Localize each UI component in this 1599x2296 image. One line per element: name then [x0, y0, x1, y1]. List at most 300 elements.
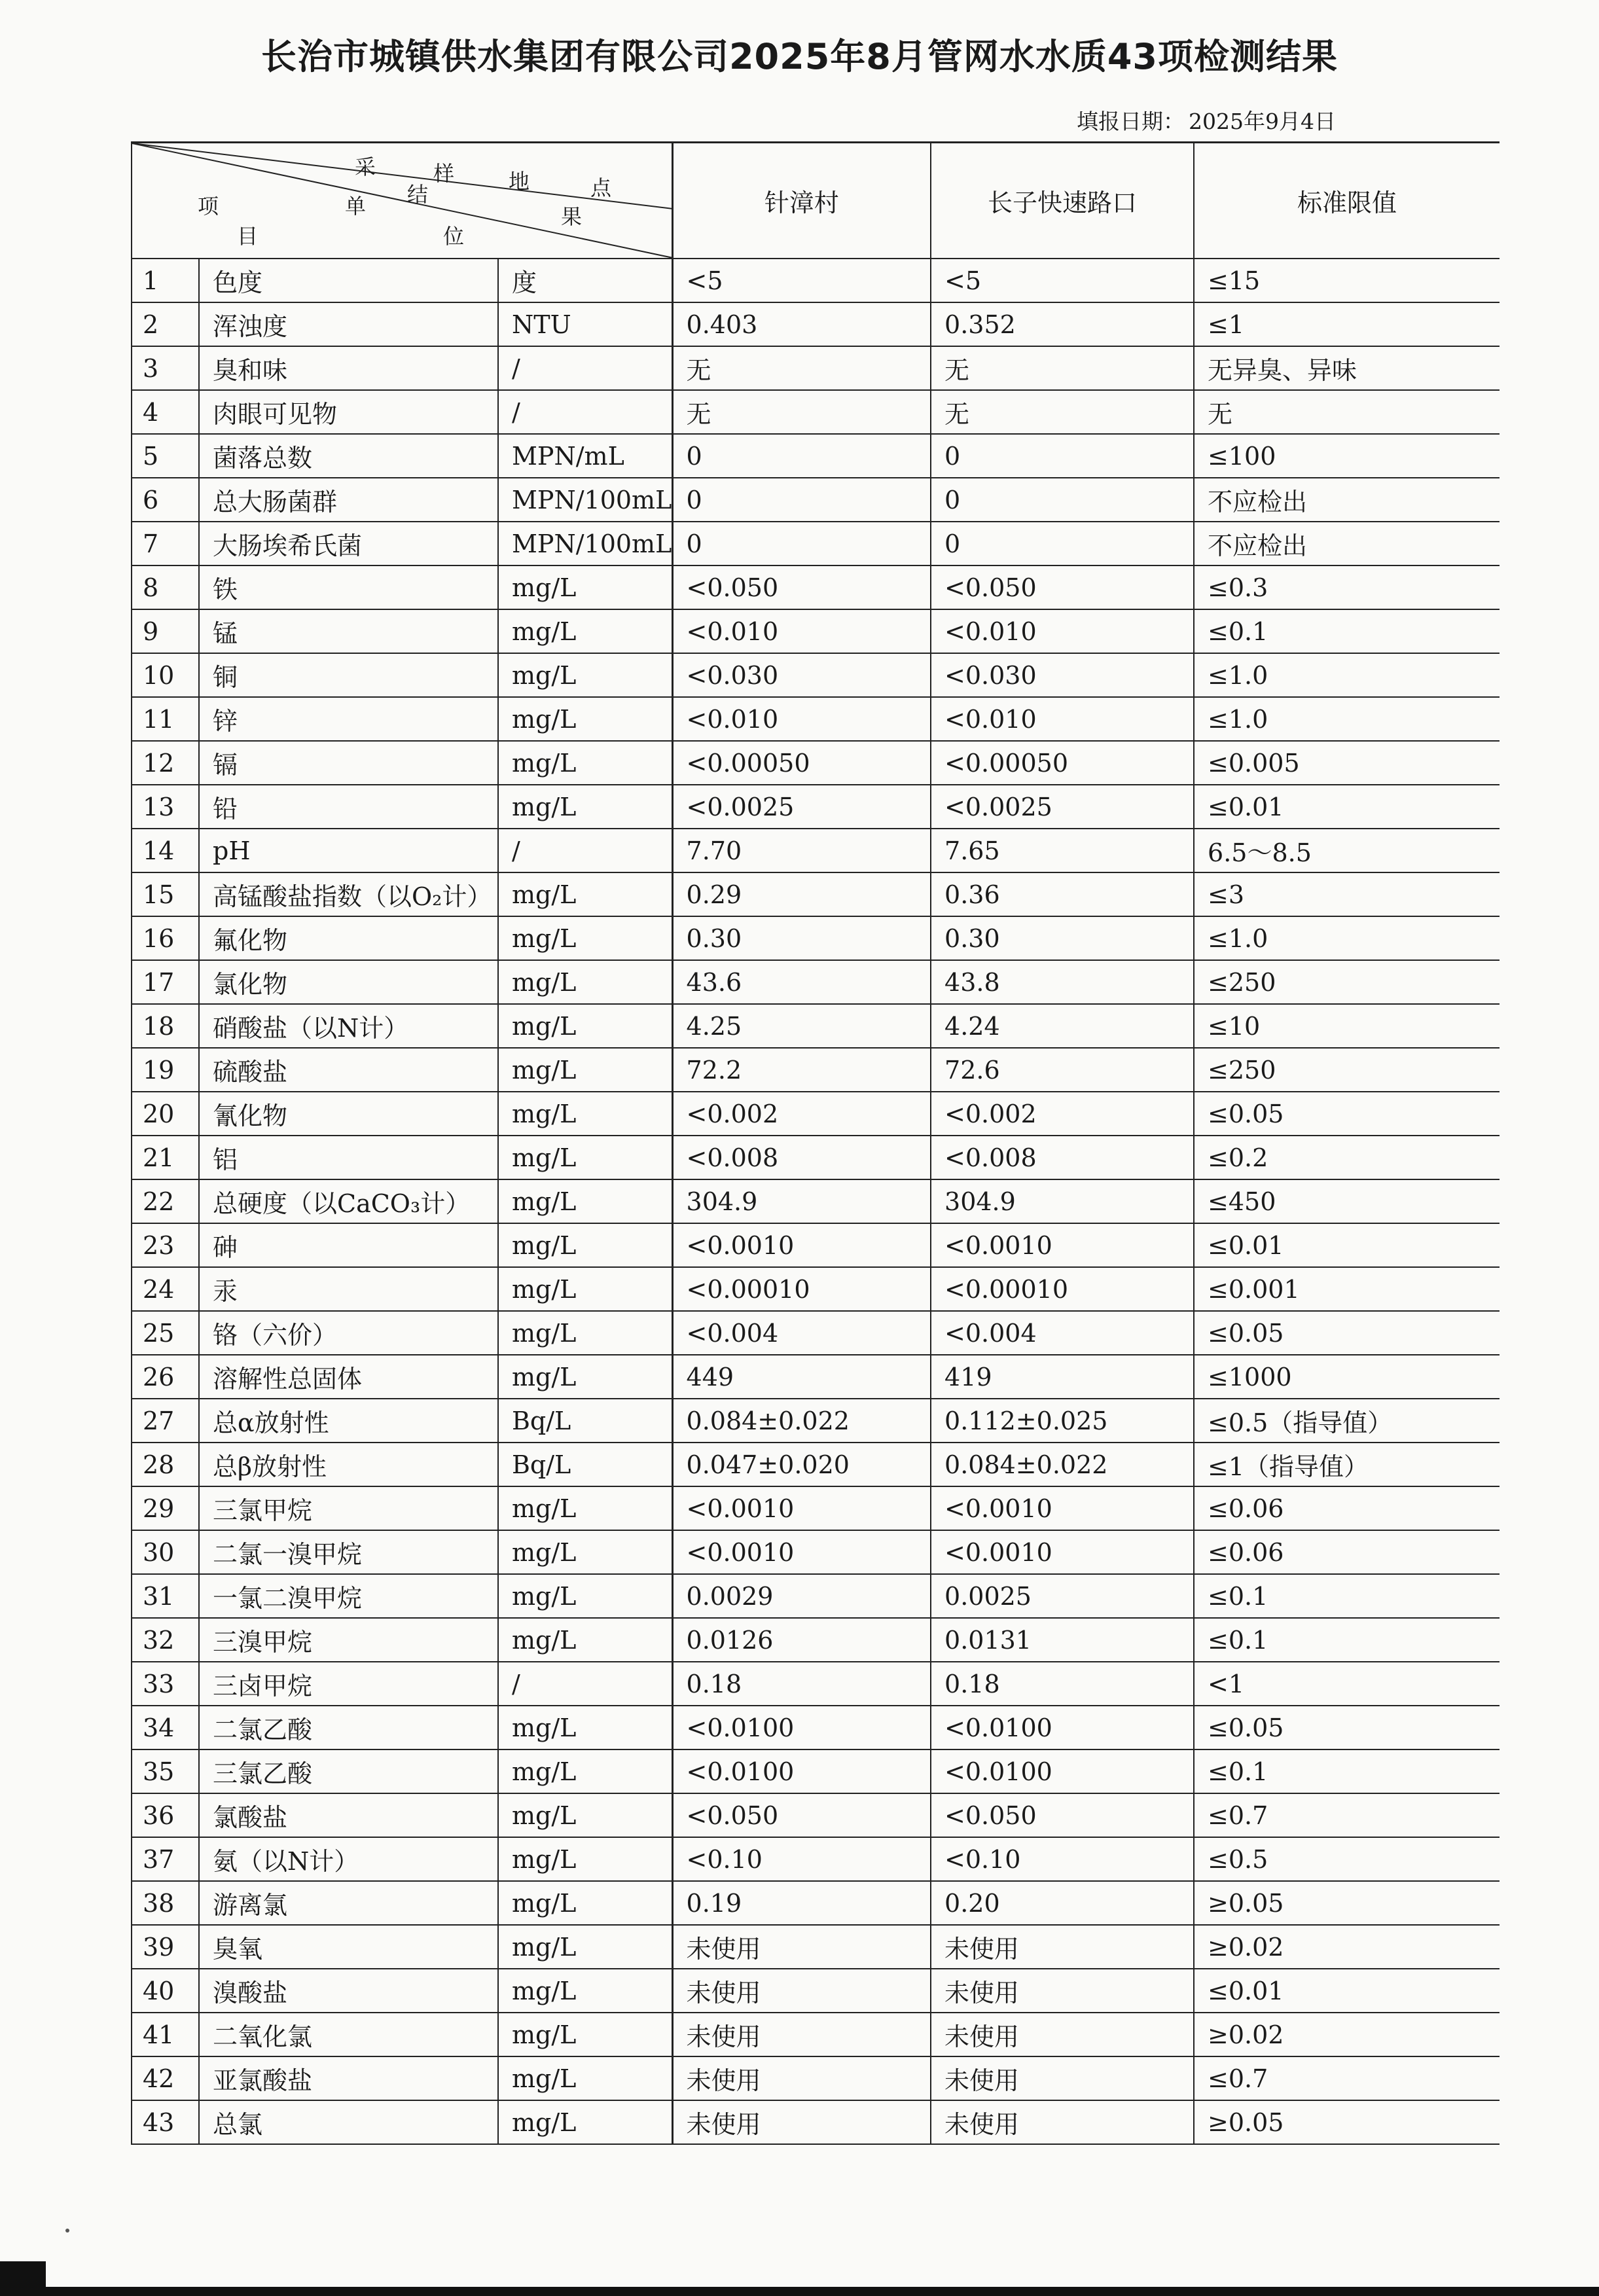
row-number: 35: [132, 1749, 199, 1793]
standard-limit: ≤0.1: [1194, 609, 1500, 653]
unit: mg/L: [498, 1223, 672, 1267]
diag-label-top-1: 采: [355, 154, 376, 179]
standard-limit: ≤0.1: [1194, 1574, 1500, 1618]
result-sample1: <0.0100: [672, 1706, 931, 1749]
item-name: 铁: [199, 565, 498, 609]
standard-limit: ≤1: [1194, 302, 1500, 346]
item-name: 溶解性总固体: [199, 1355, 498, 1399]
result-sample2: 未使用: [931, 2013, 1194, 2056]
diag-label-mid-2: 果: [561, 204, 583, 229]
item-name: 汞: [199, 1267, 498, 1311]
item-name: 氟化物: [199, 916, 498, 960]
table-row: [132, 346, 1500, 390]
result-sample1: 0: [672, 434, 931, 478]
unit: mg/L: [498, 697, 672, 741]
row-number: 4: [132, 390, 199, 434]
unit: mg/L: [498, 1004, 672, 1048]
row-number: 18: [132, 1004, 199, 1048]
standard-limit: ≤0.3: [1194, 565, 1500, 609]
result-sample2: 0.30: [931, 916, 1194, 960]
result-sample2: 0.0131: [931, 1618, 1194, 1662]
result-sample2: 7.65: [931, 829, 1194, 872]
item-name: 砷: [199, 1223, 498, 1267]
result-sample2: 4.24: [931, 1004, 1194, 1048]
result-sample2: <0.0100: [931, 1706, 1194, 1749]
unit: mg/L: [498, 1267, 672, 1311]
row-number: 11: [132, 697, 199, 741]
item-name: 一氯二溴甲烷: [199, 1574, 498, 1618]
table-row: [132, 1925, 1500, 1969]
result-sample1: 0: [672, 478, 931, 522]
unit: /: [498, 1662, 672, 1706]
item-name: 总氯: [199, 2100, 498, 2144]
result-sample1: 43.6: [672, 960, 931, 1004]
standard-limit: ≤3: [1194, 872, 1500, 916]
result-sample2: <0.050: [931, 1793, 1194, 1837]
table-row: [132, 960, 1500, 1004]
row-number: 19: [132, 1048, 199, 1092]
unit: mg/L: [498, 653, 672, 697]
unit: mg/L: [498, 785, 672, 829]
unit: mg/L: [498, 1179, 672, 1223]
unit: mg/L: [498, 1048, 672, 1092]
row-number: 6: [132, 478, 199, 522]
row-number: 40: [132, 1969, 199, 2013]
table-header-row: [132, 143, 1500, 259]
result-sample2: 0: [931, 478, 1194, 522]
row-number: 12: [132, 741, 199, 785]
item-name: 三氯乙酸: [199, 1749, 498, 1793]
item-name: 菌落总数: [199, 434, 498, 478]
row-number: 21: [132, 1136, 199, 1179]
standard-limit: ≤10: [1194, 1004, 1500, 1048]
item-name: 锰: [199, 609, 498, 653]
result-sample2: <0.030: [931, 653, 1194, 697]
result-sample1: 未使用: [672, 1969, 931, 2013]
table-row: [132, 697, 1500, 741]
unit: MPN/mL: [498, 434, 672, 478]
row-number: 26: [132, 1355, 199, 1399]
table-row: [132, 2056, 1500, 2100]
item-name: 镉: [199, 741, 498, 785]
item-name: 铝: [199, 1136, 498, 1179]
item-name: 游离氯: [199, 1881, 498, 1925]
standard-limit: ≤0.01: [1194, 1969, 1500, 2013]
item-name: 二氯乙酸: [199, 1706, 498, 1749]
unit: /: [498, 390, 672, 434]
unit: mg/L: [498, 1311, 672, 1355]
unit: mg/L: [498, 1925, 672, 1969]
result-sample2: 未使用: [931, 1925, 1194, 1969]
row-number: 39: [132, 1925, 199, 1969]
standard-limit: ≤0.2: [1194, 1136, 1500, 1179]
item-name: 高锰酸盐指数（以O₂计）: [199, 872, 498, 916]
unit: MPN/100mL: [498, 478, 672, 522]
item-name: 大肠埃希氏菌: [199, 522, 498, 565]
unit: mg/L: [498, 1837, 672, 1881]
table-row: [132, 1618, 1500, 1662]
table-row: [132, 1048, 1500, 1092]
result-sample2: <0.004: [931, 1311, 1194, 1355]
standard-limit: ≤100: [1194, 434, 1500, 478]
row-number: 2: [132, 302, 199, 346]
result-sample1: 304.9: [672, 1179, 931, 1223]
standard-limit: ≤15: [1194, 259, 1500, 302]
result-sample2: 无: [931, 346, 1194, 390]
standard-limit: ≥0.05: [1194, 2100, 1500, 2144]
table-row: [132, 522, 1500, 565]
result-sample2: 未使用: [931, 1969, 1194, 2013]
result-sample1: <0.010: [672, 697, 931, 741]
result-sample1: <0.10: [672, 1837, 931, 1881]
row-number: 30: [132, 1530, 199, 1574]
result-sample2: 0.20: [931, 1881, 1194, 1925]
table-row: [132, 1530, 1500, 1574]
result-sample1: 0.047±0.020: [672, 1443, 931, 1486]
item-name: 臭和味: [199, 346, 498, 390]
row-number: 25: [132, 1311, 199, 1355]
table-row: [132, 1443, 1500, 1486]
result-sample2: 0.0025: [931, 1574, 1194, 1618]
result-sample1: <0.00050: [672, 741, 931, 785]
row-number: 33: [132, 1662, 199, 1706]
result-sample2: <0.0010: [931, 1486, 1194, 1530]
result-sample1: <0.030: [672, 653, 931, 697]
item-name: 铬（六价）: [199, 1311, 498, 1355]
standard-limit: 6.5～8.5: [1194, 829, 1500, 872]
table-row: [132, 478, 1500, 522]
standard-limit: ≤0.1: [1194, 1618, 1500, 1662]
result-sample1: 未使用: [672, 2056, 931, 2100]
column-header-sample1: 针漳村: [672, 143, 931, 259]
unit: /: [498, 829, 672, 872]
table-row: [132, 1092, 1500, 1136]
item-name: 三卤甲烷: [199, 1662, 498, 1706]
row-number: 7: [132, 522, 199, 565]
row-number: 8: [132, 565, 199, 609]
report-date-label: 填报日期：: [1077, 109, 1185, 134]
result-sample1: <0.008: [672, 1136, 931, 1179]
result-sample1: <0.004: [672, 1311, 931, 1355]
row-number: 42: [132, 2056, 199, 2100]
unit: mg/L: [498, 741, 672, 785]
result-sample2: 0.352: [931, 302, 1194, 346]
unit: mg/L: [498, 1618, 672, 1662]
table-row: [132, 1179, 1500, 1223]
item-name: 总硬度（以CaCO₃计）: [199, 1179, 498, 1223]
result-sample2: <0.050: [931, 565, 1194, 609]
table-row: [132, 1574, 1500, 1618]
page-title: 长治市城镇供水集团有限公司2025年8月管网水水质43项检测结果: [261, 36, 1338, 77]
results-table: [131, 141, 1500, 2145]
item-name: 二氧化氯: [199, 2013, 498, 2056]
result-sample1: 未使用: [672, 2013, 931, 2056]
row-number: 22: [132, 1179, 199, 1223]
result-sample1: <0.00010: [672, 1267, 931, 1311]
item-name: 三氯甲烷: [199, 1486, 498, 1530]
table-row: [132, 1399, 1500, 1443]
result-sample1: 0.403: [672, 302, 931, 346]
row-number: 1: [132, 259, 199, 302]
unit: mg/L: [498, 1969, 672, 2013]
row-number: 32: [132, 1618, 199, 1662]
item-name: 总α放射性: [199, 1399, 498, 1443]
row-number: 41: [132, 2013, 199, 2056]
result-sample1: 无: [672, 346, 931, 390]
item-name: 硝酸盐（以N计）: [199, 1004, 498, 1048]
standard-limit: ≤0.06: [1194, 1486, 1500, 1530]
standard-limit: ≤0.5（指导值）: [1194, 1399, 1500, 1443]
unit: mg/L: [498, 960, 672, 1004]
result-sample1: 0.084±0.022: [672, 1399, 931, 1443]
item-name: 氯化物: [199, 960, 498, 1004]
item-name: 氯酸盐: [199, 1793, 498, 1837]
row-number: 20: [132, 1092, 199, 1136]
unit: NTU: [498, 302, 672, 346]
result-sample1: <0.050: [672, 565, 931, 609]
standard-limit: ≤1000: [1194, 1355, 1500, 1399]
result-sample1: 0.30: [672, 916, 931, 960]
table-row: [132, 565, 1500, 609]
table-row: [132, 302, 1500, 346]
result-sample2: <0.10: [931, 1837, 1194, 1881]
result-sample1: <0.050: [672, 1793, 931, 1837]
unit: mg/L: [498, 1092, 672, 1136]
result-sample1: 0.0126: [672, 1618, 931, 1662]
standard-limit: 无异臭、异味: [1194, 346, 1500, 390]
result-sample2: 0.18: [931, 1662, 1194, 1706]
result-sample2: <0.008: [931, 1136, 1194, 1179]
table-row: [132, 259, 1500, 302]
report-date: [1077, 105, 1336, 135]
standard-limit: ≤1.0: [1194, 916, 1500, 960]
unit: MPN/100mL: [498, 522, 672, 565]
table-row: [132, 2013, 1500, 2056]
item-name: 三溴甲烷: [199, 1618, 498, 1662]
standard-limit: ≤0.001: [1194, 1267, 1500, 1311]
result-sample1: <0.0010: [672, 1486, 931, 1530]
standard-limit: ≤0.7: [1194, 1793, 1500, 1837]
item-name: 臭氧: [199, 1925, 498, 1969]
standard-limit: ≤0.7: [1194, 2056, 1500, 2100]
result-sample1: 0.18: [672, 1662, 931, 1706]
standard-limit: ≤1.0: [1194, 653, 1500, 697]
standard-limit: ≤450: [1194, 1179, 1500, 1223]
unit: mg/L: [498, 1486, 672, 1530]
result-sample1: 449: [672, 1355, 931, 1399]
standard-limit: ≤250: [1194, 1048, 1500, 1092]
row-number: 36: [132, 1793, 199, 1837]
result-sample2: 43.8: [931, 960, 1194, 1004]
result-sample1: <0.0010: [672, 1223, 931, 1267]
table-row: [132, 1749, 1500, 1793]
row-number: 23: [132, 1223, 199, 1267]
table-row: [132, 434, 1500, 478]
table-row: [132, 916, 1500, 960]
row-number: 31: [132, 1574, 199, 1618]
standard-limit: ≤0.05: [1194, 1092, 1500, 1136]
standard-limit: ≤0.05: [1194, 1706, 1500, 1749]
standard-limit: 不应检出: [1194, 478, 1500, 522]
table-row: [132, 1793, 1500, 1837]
row-number: 28: [132, 1443, 199, 1486]
diag-label-top-2: 样: [433, 161, 455, 186]
result-sample1: 无: [672, 390, 931, 434]
report-date-value: 2025年9月4日: [1189, 109, 1336, 134]
result-sample2: <0.002: [931, 1092, 1194, 1136]
result-sample1: <0.0100: [672, 1749, 931, 1793]
table-row: [132, 872, 1500, 916]
diag-label-top-3: 地: [509, 169, 530, 194]
standard-limit: ≥0.02: [1194, 1925, 1500, 1969]
item-name: 总大肠菌群: [199, 478, 498, 522]
item-name: 浑浊度: [199, 302, 498, 346]
unit: Bq/L: [498, 1399, 672, 1443]
unit: mg/L: [498, 609, 672, 653]
result-sample2: <0.0025: [931, 785, 1194, 829]
item-name: 溴酸盐: [199, 1969, 498, 2013]
table-row: [132, 1355, 1500, 1399]
unit: mg/L: [498, 1749, 672, 1793]
standard-limit: ≤0.01: [1194, 785, 1500, 829]
unit: 度: [498, 259, 672, 302]
row-number: 27: [132, 1399, 199, 1443]
table-row: [132, 829, 1500, 872]
standard-limit: ≤0.01: [1194, 1223, 1500, 1267]
unit: mg/L: [498, 1355, 672, 1399]
unit: mg/L: [498, 1574, 672, 1618]
result-sample1: 未使用: [672, 2100, 931, 2144]
standard-limit: ≥0.05: [1194, 1881, 1500, 1925]
table-row: [132, 1837, 1500, 1881]
standard-limit: ≤0.1: [1194, 1749, 1500, 1793]
diag-label-bottom-3: 目: [237, 224, 259, 249]
diag-label-mid-1: 结: [407, 182, 429, 207]
row-number: 17: [132, 960, 199, 1004]
table-row: [132, 1662, 1500, 1706]
unit: mg/L: [498, 2100, 672, 2144]
result-sample2: <0.00010: [931, 1267, 1194, 1311]
result-sample1: <0.010: [672, 609, 931, 653]
unit: mg/L: [498, 1530, 672, 1574]
row-number: 34: [132, 1706, 199, 1749]
table-row: [132, 1969, 1500, 2013]
row-number: 16: [132, 916, 199, 960]
result-sample2: <0.010: [931, 697, 1194, 741]
item-name: 亚氯酸盐: [199, 2056, 498, 2100]
result-sample2: 0.112±0.025: [931, 1399, 1194, 1443]
result-sample2: 0.084±0.022: [931, 1443, 1194, 1486]
item-name: 氨（以N计）: [199, 1837, 498, 1881]
unit: mg/L: [498, 872, 672, 916]
result-sample2: <0.010: [931, 609, 1194, 653]
row-number: 14: [132, 829, 199, 872]
table-row: [132, 785, 1500, 829]
unit: mg/L: [498, 1881, 672, 1925]
result-sample2: <0.0100: [931, 1749, 1194, 1793]
row-number: 37: [132, 1837, 199, 1881]
standard-limit: ≤0.05: [1194, 1311, 1500, 1355]
row-number: 5: [132, 434, 199, 478]
scan-edge-bottom: [0, 2287, 1599, 2296]
result-sample1: <0.0025: [672, 785, 931, 829]
table-row: [132, 390, 1500, 434]
result-sample2: 0: [931, 434, 1194, 478]
result-sample1: 未使用: [672, 1925, 931, 1969]
result-sample2: 无: [931, 390, 1194, 434]
result-sample1: <0.0010: [672, 1530, 931, 1574]
unit: Bq/L: [498, 1443, 672, 1486]
table-row: [132, 1136, 1500, 1179]
result-sample2: 0: [931, 522, 1194, 565]
standard-limit: ≤1.0: [1194, 697, 1500, 741]
row-number: 9: [132, 609, 199, 653]
unit: mg/L: [498, 1793, 672, 1837]
standard-limit: ≤1（指导值）: [1194, 1443, 1500, 1486]
item-name: 硫酸盐: [199, 1048, 498, 1092]
item-name: 总β放射性: [199, 1443, 498, 1486]
item-name: 铜: [199, 653, 498, 697]
result-sample1: 0.19: [672, 1881, 931, 1925]
standard-limit: ≥0.02: [1194, 2013, 1500, 2056]
unit: mg/L: [498, 2056, 672, 2100]
table-row: [132, 653, 1500, 697]
item-name: 氰化物: [199, 1092, 498, 1136]
item-name: 锌: [199, 697, 498, 741]
column-header-standard: 标准限值: [1194, 143, 1500, 259]
result-sample1: 0.0029: [672, 1574, 931, 1618]
diagonal-header-cell: [132, 143, 672, 259]
diag-label-bottom-1: 项: [198, 194, 219, 219]
diag-label-top-4: 点: [590, 175, 612, 200]
result-sample1: 0.29: [672, 872, 931, 916]
row-number: 29: [132, 1486, 199, 1530]
standard-limit: <1: [1194, 1662, 1500, 1706]
item-name: 铅: [199, 785, 498, 829]
table-row: [132, 1004, 1500, 1048]
table-row: [132, 609, 1500, 653]
standard-limit: ≤0.005: [1194, 741, 1500, 785]
result-sample2: 未使用: [931, 2100, 1194, 2144]
row-number: 15: [132, 872, 199, 916]
result-sample1: <0.002: [672, 1092, 931, 1136]
table-row: [132, 2100, 1500, 2144]
table-row: [132, 1267, 1500, 1311]
row-number: 38: [132, 1881, 199, 1925]
result-sample1: 72.2: [672, 1048, 931, 1092]
table-row: [132, 1881, 1500, 1925]
result-sample1: 7.70: [672, 829, 931, 872]
result-sample2: <0.0010: [931, 1223, 1194, 1267]
result-sample2: 0.36: [931, 872, 1194, 916]
row-number: 3: [132, 346, 199, 390]
item-name: pH: [199, 829, 498, 872]
unit: mg/L: [498, 1136, 672, 1179]
row-number: 24: [132, 1267, 199, 1311]
table-row: [132, 741, 1500, 785]
unit: mg/L: [498, 2013, 672, 2056]
result-sample2: 72.6: [931, 1048, 1194, 1092]
column-header-sample2: 长子快速路口: [931, 143, 1194, 259]
unit: mg/L: [498, 565, 672, 609]
result-sample2: <0.0010: [931, 1530, 1194, 1574]
item-name: 色度: [199, 259, 498, 302]
result-sample2: 未使用: [931, 2056, 1194, 2100]
unit: /: [498, 346, 672, 390]
table-row: [132, 1706, 1500, 1749]
result-sample2: <0.00050: [931, 741, 1194, 785]
row-number: 10: [132, 653, 199, 697]
